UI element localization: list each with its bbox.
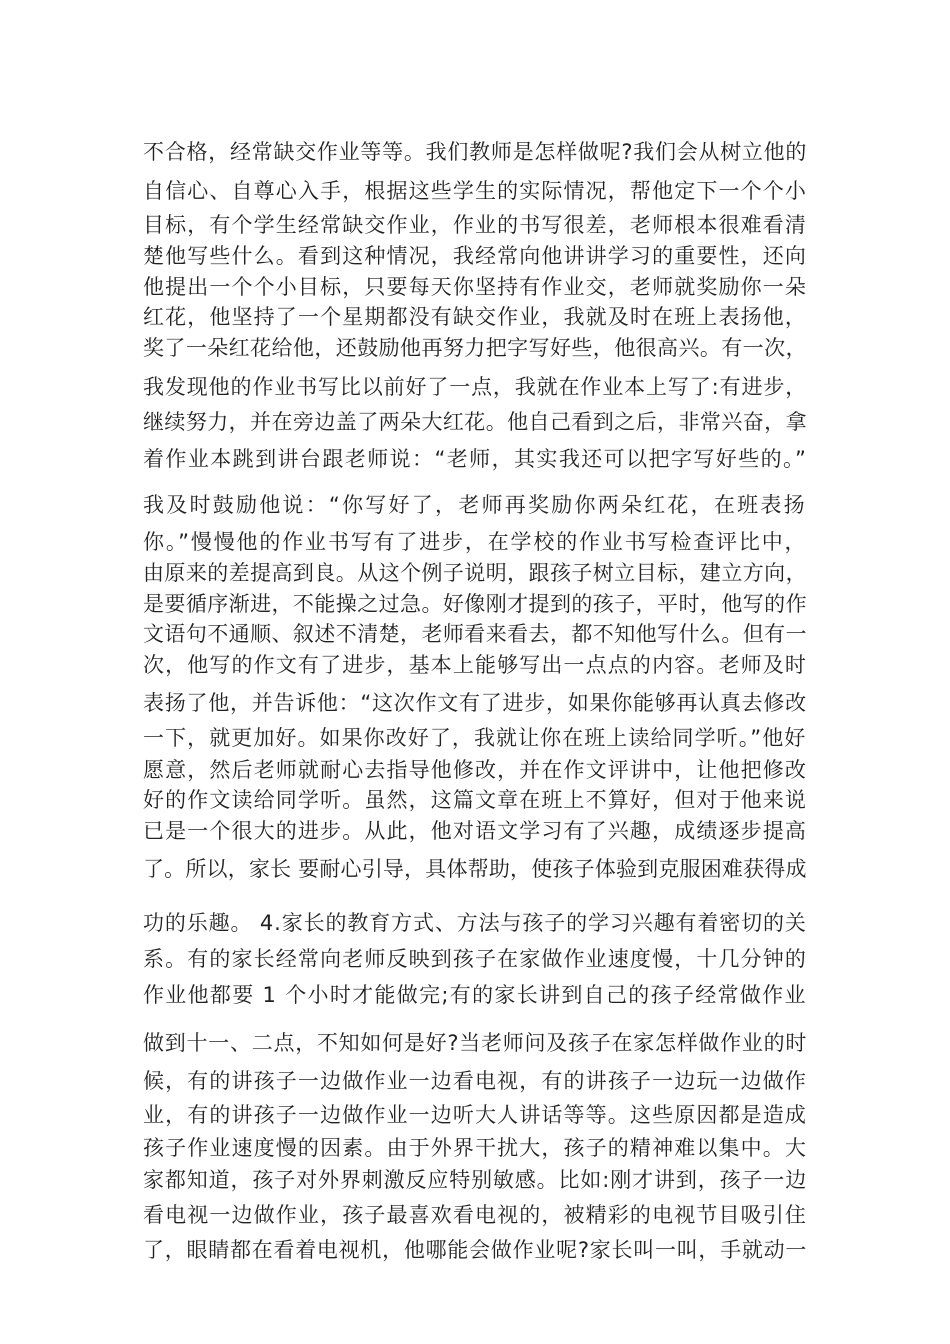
text-line: 楚他写些什么。看到这种情况，我经常向他讲讲学习的重要性，还向: [143, 244, 807, 268]
text-line: 是要循序渐进，不能操之过急。好像刚才提到的孩子，平时，他写的作: [143, 592, 807, 616]
text-line: 看电视一边做作业，孩子最喜欢看电视的，被精彩的电视节目吸引住: [143, 1203, 807, 1227]
text-line: 你。”慢慢他的作业书写有了进步，在学校的作业书写检查评比中，: [143, 530, 808, 554]
text-line: 业，有的讲孩子一边做作业一边听大人讲话等等。这些原因都是造成: [143, 1103, 807, 1127]
text-line: 我及时鼓励他说：“你写好了，老师再奖励你两朵红花，在班表扬: [143, 493, 807, 517]
text-line: 孩子作业速度慢的因素。由于外界干扰大，孩子的精神难以集中。大: [143, 1136, 807, 1160]
text-line: 一下，就更加好。如果你改好了，我就让你在班上读给同学听。”他好: [143, 726, 807, 750]
text-line: 表扬了他，并告诉他：“这次作文有了进步，如果你能够再认真去修改: [143, 691, 807, 715]
text-line: 由原来的差提高到良。从这个例子说明，跟孩子树立目标，建立方向，: [143, 561, 807, 585]
text-line: 目标，有个学生经常缺交作业，作业的书写很差，老师根本很难看清: [143, 213, 807, 237]
text-line: 红花，他坚持了一个星期都没有缺交作业，我就及时在班上表扬他，: [143, 305, 807, 329]
text-line: 奖了一朵红花给他，还鼓励他再努力把字写好些，他很高兴。有一次，: [143, 336, 807, 360]
body-text: [143, 0, 813, 1344]
text-line: 家都知道，孩子对外界刺激反应特别敏感。比如:刚才讲到，孩子一边: [143, 1168, 808, 1192]
text-line: 做到十一、二点，不知如何是好?当老师问及孩子在家怎样做作业的时: [143, 1031, 808, 1055]
text-line: 候，有的讲孩子一边做作业一边看电视，有的讲孩子一边玩一边做作: [143, 1069, 807, 1093]
text-line: 着作业本跳到讲台跟老师说：“老师，其实我还可以把字写好些的。”: [143, 447, 808, 471]
text-line: 我发现他的作业书写比以前好了一点，我就在作业本上写了:有进步，: [143, 375, 808, 399]
text-line: 了，眼睛都在看着电视机，他哪能会做作业呢?家长叫一叫，手就动一: [143, 1238, 808, 1262]
text-line: 愿意，然后老师就耐心去指导他修改，并在作文评讲中，让他把修改: [143, 758, 807, 782]
text-line: 已是一个很大的进步。从此，他对语文学习有了兴趣，成绩逐步提高: [143, 819, 807, 843]
text-line: 系。有的家长经常向老师反映到孩子在家做作业速度慢，十几分钟的: [143, 947, 807, 971]
text-line: 不合格，经常缺交作业等等。我们教师是怎样做呢?我们会从树立他的: [143, 140, 808, 164]
text-line: 作业他都要 1 个小时才能做完;有的家长讲到自己的孩子经常做作业: [143, 983, 807, 1007]
text-line: 功的乐趣。 4.家长的教育方式、方法与孩子的学习兴趣有着密切的关: [143, 911, 807, 935]
text-line: 了。所以，家长 要耐心引导，具体帮助，使孩子体验到克服困难获得成: [143, 857, 807, 881]
text-line: 自信心、自尊心入手，根据这些学生的实际情况，帮他定下一个个小: [143, 179, 807, 203]
text-line: 文语句不通顺、叙述不清楚，老师看来看去，都不知他写什么。但有一: [143, 622, 807, 646]
text-line: 次，他写的作文有了进步，基本上能够写出一点点的内容。老师及时: [143, 653, 807, 677]
text-line: 他提出一个个小目标，只要每天你坚持有作业交，老师就奖励你一朵: [143, 275, 807, 299]
text-line: 继续努力，并在旁边盖了两朵大红花。他自己看到之后，非常兴奋，拿: [143, 410, 807, 434]
text-line: 好的作文读给同学听。虽然，这篇文章在班上不算好，但对于他来说: [143, 788, 807, 812]
